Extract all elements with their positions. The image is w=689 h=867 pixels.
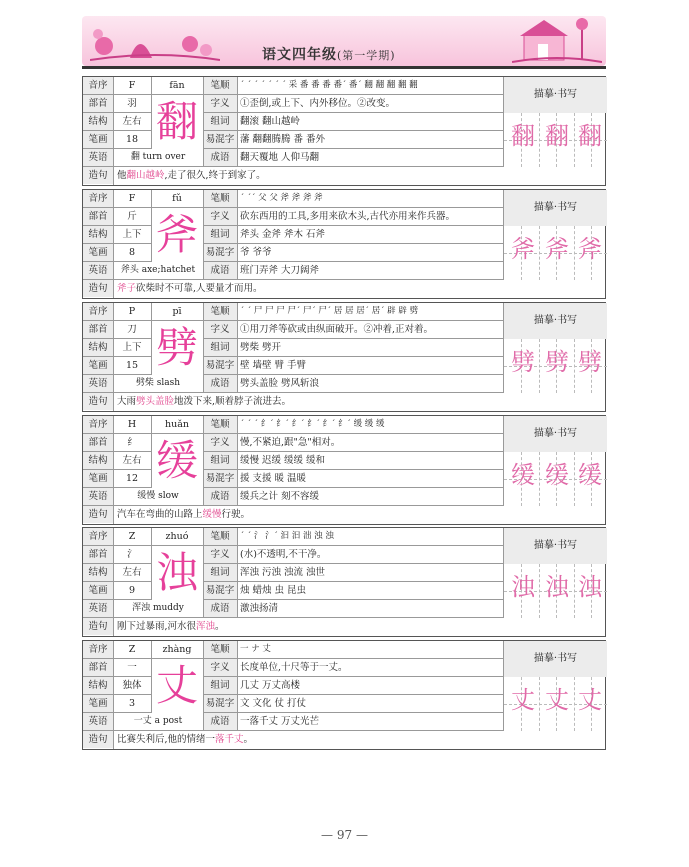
trace-heading: 描摹·书写: [503, 416, 607, 452]
sentence-part: 。: [215, 621, 225, 632]
example-sentence: [117, 167, 597, 184]
label-yicuozi: 易混字: [203, 131, 237, 148]
label-bishun: 笔顺: [203, 303, 237, 320]
cell-divider: [203, 77, 204, 167]
label-bishun: 笔顺: [203, 77, 237, 94]
label-zuci: 组词: [203, 226, 237, 243]
ziyi-value: ①用刀斧等砍或由纵面破开。②冲着,正对着。: [240, 324, 434, 335]
label-jiegou: 结构: [83, 226, 113, 243]
bishun-value: ˊ ˊ 氵 氵ˊ 汩 汩 泏 浊 浊: [240, 531, 334, 541]
label-bihua: 笔画: [83, 131, 113, 148]
yingyu-value: 翻 turn over: [130, 152, 186, 162]
bihua-value: 3: [128, 698, 136, 709]
zuci-value: 斧头 金斧 斧木 石斧: [240, 229, 326, 240]
label-bushou: 部首: [83, 434, 113, 451]
yicuozi-value: 爷 爷爷: [240, 247, 272, 258]
trace-character[interactable]: 浊: [511, 573, 535, 601]
label-yinxu: 音序: [83, 303, 113, 320]
character-card: [82, 189, 606, 299]
sentence-part: 行驶。: [221, 509, 251, 520]
label-yingyu: 英语: [83, 375, 113, 392]
label-yinxu: 音序: [83, 77, 113, 94]
cell-divider: [203, 303, 204, 393]
cell-divider: [151, 303, 152, 321]
cell-divider: [237, 190, 238, 280]
trace-writing-area: [503, 113, 607, 167]
zuci-value: 劈柴 劈开: [240, 342, 282, 353]
pinyin-value: zhàng: [162, 644, 192, 655]
label-chengyu: 成语: [203, 149, 237, 166]
cell-divider: [151, 190, 152, 208]
label-jiegou: 结构: [83, 564, 113, 581]
zuci-value: 浑浊 污浊 浊流 浊世: [240, 567, 326, 578]
label-bihua: 笔画: [83, 244, 113, 261]
bishun-value: ˊ ˊ ˊ ˊ ˊ ˊ ˊ 采 番 番 番 番ˊ 番ˊ 翻 翻 翻 翻 翻: [240, 80, 418, 90]
cell-divider: [151, 208, 152, 262]
yinxu-value: F: [128, 80, 136, 91]
label-yingyu: 英语: [83, 713, 113, 730]
cell-divider: [237, 77, 238, 167]
bushou-value: 纟: [127, 437, 137, 448]
label-yingyu: 英语: [83, 488, 113, 505]
trace-heading: 描摹·书写: [503, 528, 607, 564]
label-yicuozi: 易混字: [203, 470, 237, 487]
sentence-part: 砍柴时不可靠,人要量才而用。: [136, 283, 263, 294]
label-chengyu: 成语: [203, 375, 237, 392]
trace-character[interactable]: 斧: [578, 235, 602, 263]
trace-character[interactable]: 斧: [545, 235, 569, 263]
cell-divider: [151, 321, 152, 375]
cell-divider: [237, 641, 238, 731]
trace-writing-area: [503, 677, 607, 731]
label-zuci: 组词: [203, 452, 237, 469]
chengyu-value: 劈头盖脸 劈风斩浪: [240, 378, 320, 389]
label-yingyu: 英语: [83, 600, 113, 617]
trace-character[interactable]: 劈: [545, 348, 569, 376]
sentence-highlight: 翻山越岭: [126, 170, 165, 181]
label-bihua: 笔画: [83, 357, 113, 374]
trace-character[interactable]: 翻: [545, 122, 569, 150]
label-yingyu: 英语: [83, 149, 113, 166]
label-zaoju: 造句: [83, 280, 113, 297]
label-zaoju: 造句: [83, 506, 113, 523]
cell-divider: [113, 77, 114, 167]
jiegou-value: 左右: [122, 455, 142, 466]
cell-divider: [151, 95, 152, 149]
pinyin-value: pī: [172, 306, 182, 317]
main-character: 斧: [151, 208, 203, 262]
label-zaoju: 造句: [83, 618, 113, 635]
label-chengyu: 成语: [203, 488, 237, 505]
trace-character[interactable]: 丈: [511, 686, 535, 714]
bishun-value: ˊ ˊ ˊ 纟ˊ 纟ˊ 纟ˊ 纟ˊ 纟ˊ 纟ˊ 缓 缓 缓: [240, 419, 385, 429]
chengyu-value: 翻天覆地 人仰马翻: [240, 152, 320, 163]
cell-divider: [151, 77, 152, 95]
label-bushou: 部首: [83, 659, 113, 676]
yinxu-value: F: [128, 193, 136, 204]
pinyin-value: fǔ: [172, 193, 182, 204]
character-card: [82, 527, 606, 637]
trace-character[interactable]: 浊: [545, 573, 569, 601]
bihua-value: 9: [128, 585, 136, 596]
sentence-part: 地泼下来,顺着脖子流进去。: [174, 396, 292, 407]
page-title: [262, 44, 396, 64]
cell-divider: [203, 528, 204, 618]
character-card: [82, 415, 606, 525]
sentence-highlight: 浑浊: [196, 621, 216, 632]
cell-divider: [113, 303, 114, 393]
yicuozi-value: 文 文化 仗 打仗: [240, 698, 307, 709]
pinyin-value: huǎn: [164, 419, 190, 430]
label-zuci: 组词: [203, 677, 237, 694]
label-yicuozi: 易混字: [203, 695, 237, 712]
example-sentence: [117, 393, 597, 410]
ziyi-value: (水)不透明,不干净。: [240, 549, 327, 560]
pinyin-value: fān: [169, 80, 185, 91]
bihua-value: 15: [125, 360, 139, 371]
bushou-value: 羽: [127, 98, 137, 109]
header-divider: [82, 66, 606, 69]
character-card: [82, 302, 606, 412]
example-sentence: [117, 618, 597, 635]
cell-divider: [113, 731, 114, 749]
cell-divider: [113, 641, 114, 731]
label-zaoju: 造句: [83, 393, 113, 410]
jiegou-value: 独体: [122, 680, 142, 691]
ziyi-value: ①歪倒,或上下、内外移位。②改变。: [240, 98, 396, 109]
label-ziyi: 字义: [203, 95, 237, 112]
bushou-value: 氵: [127, 549, 137, 560]
trace-character[interactable]: 丈: [545, 686, 569, 714]
chengyu-value: 一落千丈 万丈光芒: [240, 716, 320, 727]
label-bihua: 笔画: [83, 470, 113, 487]
label-ziyi: 字义: [203, 434, 237, 451]
main-character: 浊: [151, 546, 203, 600]
bihua-value: 18: [125, 134, 139, 145]
cell-divider: [113, 416, 114, 506]
label-chengyu: 成语: [203, 713, 237, 730]
title-subtitle: (第一学期): [337, 49, 396, 62]
label-bishun: 笔顺: [203, 641, 237, 658]
trace-writing-area: [503, 452, 607, 506]
sentence-part: 比赛失利后,他的情绪一: [117, 734, 216, 745]
yinxu-value: H: [127, 419, 137, 430]
example-sentence: [117, 280, 597, 297]
cell-divider: [203, 641, 204, 731]
label-jiegou: 结构: [83, 339, 113, 356]
label-ziyi: 字义: [203, 208, 237, 225]
chengyu-value: 班门弄斧 大刀阔斧: [240, 265, 320, 276]
yicuozi-value: 烛 蜡烛 虫 昆虫: [240, 585, 307, 596]
trace-heading: 描摹·书写: [503, 77, 607, 113]
trace-heading: 描摹·书写: [503, 641, 607, 677]
cell-divider: [113, 167, 114, 185]
label-jiegou: 结构: [83, 677, 113, 694]
label-jiegou: 结构: [83, 113, 113, 130]
label-bishun: 笔顺: [203, 528, 237, 545]
main-character: 丈: [151, 659, 203, 713]
label-yinxu: 音序: [83, 641, 113, 658]
label-yinxu: 音序: [83, 190, 113, 207]
sentence-part: ,走了很久,终于到家了。: [164, 170, 266, 181]
cell-divider: [203, 190, 204, 280]
label-bihua: 笔画: [83, 695, 113, 712]
bihua-value: 12: [125, 473, 139, 484]
cell-divider: [151, 528, 152, 546]
yingyu-value: 浑浊 muddy: [132, 603, 184, 613]
trace-heading: 描摹·书写: [503, 190, 607, 226]
yicuozi-value: 藩 翻翻腾腾 番 番外: [240, 134, 326, 145]
zuci-value: 缓慢 迟缓 缓缓 缓和: [240, 455, 326, 466]
jiegou-value: 左右: [122, 116, 142, 127]
example-sentence: [117, 506, 597, 523]
jiegou-value: 左右: [122, 567, 142, 578]
yingyu-value: 劈柴 slash: [135, 378, 181, 388]
trace-character[interactable]: 翻: [578, 122, 602, 150]
label-bishun: 笔顺: [203, 190, 237, 207]
yinxu-value: Z: [128, 644, 136, 655]
sentence-part: 。: [243, 734, 254, 745]
label-bushou: 部首: [83, 95, 113, 112]
bishun-value: ˊ ˊ 尸 尸 尸 尸ˊ 尸ˊ 尸ˊ 居 居 居ˊ 居ˊ 辟 辟 劈: [240, 306, 419, 316]
example-sentence: [117, 731, 597, 748]
label-bihua: 笔画: [83, 582, 113, 599]
cell-divider: [113, 506, 114, 524]
ziyi-value: 慢,不紧迫,跟"急"相对。: [240, 437, 341, 448]
sentence-highlight: 缓慢: [202, 509, 222, 520]
yingyu-value: 缓慢 slow: [137, 491, 179, 501]
label-bishun: 笔顺: [203, 416, 237, 433]
label-zuci: 组词: [203, 113, 237, 130]
label-bushou: 部首: [83, 546, 113, 563]
label-zuci: 组词: [203, 339, 237, 356]
trace-character[interactable]: 斧: [511, 235, 535, 263]
house-decoration-icon: [512, 16, 602, 64]
label-yinxu: 音序: [83, 528, 113, 545]
ziyi-value: 长度单位,十尺等于一丈。: [240, 662, 348, 673]
chengyu-value: 激浊扬清: [240, 603, 279, 614]
label-yicuozi: 易混字: [203, 357, 237, 374]
title-text: 语文四年级: [262, 47, 337, 63]
zuci-value: 翻滚 翻山越岭: [240, 116, 301, 127]
sentence-part: 汽车在弯曲的山路上: [117, 509, 203, 520]
jiegou-value: 上下: [122, 229, 142, 240]
sentence-part: 刚下过暴雨,河水很: [117, 621, 197, 632]
cell-divider: [151, 546, 152, 600]
zuci-value: 几丈 万丈高楼: [240, 680, 301, 691]
yicuozi-value: 援 支援 暖 温暖: [240, 473, 307, 484]
bishun-value: ˊ ˊˊ 父 父 斧 斧 斧 斧: [240, 193, 323, 203]
pinyin-value: zhuó: [165, 531, 189, 542]
label-yicuozi: 易混字: [203, 582, 237, 599]
trace-heading: 描摹·书写: [503, 303, 607, 339]
chengyu-value: 缓兵之计 刻不容缓: [240, 491, 320, 502]
cell-divider: [151, 659, 152, 713]
label-bushou: 部首: [83, 208, 113, 225]
yingyu-value: 斧头 axe;hatchet: [120, 265, 196, 275]
flower-decoration-icon: [90, 24, 220, 62]
label-yingyu: 英语: [83, 262, 113, 279]
label-ziyi: 字义: [203, 659, 237, 676]
bushou-value: 斤: [127, 211, 137, 222]
label-zaoju: 造句: [83, 167, 113, 184]
jiegou-value: 上下: [122, 342, 142, 353]
cell-divider: [113, 190, 114, 280]
trace-character[interactable]: 翻: [511, 122, 535, 150]
sentence-highlight: 劈头盖脸: [136, 396, 175, 407]
cell-divider: [113, 280, 114, 298]
trace-character[interactable]: 缓: [545, 461, 569, 489]
bushou-value: 一: [127, 662, 137, 673]
yinxu-value: P: [128, 306, 136, 317]
cell-divider: [203, 416, 204, 506]
trace-character[interactable]: 缓: [511, 461, 535, 489]
character-card: [82, 76, 606, 186]
yingyu-value: 一丈 a post: [133, 716, 183, 726]
page-number: — 97 —: [321, 828, 368, 842]
sentence-highlight: 斧子: [117, 283, 137, 294]
trace-character[interactable]: 劈: [511, 348, 535, 376]
cell-divider: [113, 393, 114, 411]
main-character: 缓: [151, 434, 203, 488]
cell-divider: [237, 303, 238, 393]
label-jiegou: 结构: [83, 452, 113, 469]
cell-divider: [151, 641, 152, 659]
trace-character[interactable]: 丈: [578, 686, 602, 714]
cell-divider: [151, 416, 152, 434]
trace-writing-area: [503, 226, 607, 280]
sentence-part: 大雨: [117, 396, 137, 407]
trace-character[interactable]: 缓: [578, 461, 602, 489]
label-ziyi: 字义: [203, 321, 237, 338]
cell-divider: [237, 528, 238, 618]
label-bushou: 部首: [83, 321, 113, 338]
label-yinxu: 音序: [83, 416, 113, 433]
label-chengyu: 成语: [203, 600, 237, 617]
main-character: 翻: [151, 95, 203, 149]
label-zuci: 组词: [203, 564, 237, 581]
bihua-value: 8: [128, 247, 136, 258]
label-zaoju: 造句: [83, 731, 113, 748]
trace-writing-area: [503, 564, 607, 618]
yinxu-value: Z: [128, 531, 136, 542]
trace-character[interactable]: 浊: [578, 573, 602, 601]
cell-divider: [113, 528, 114, 618]
sentence-part: 他: [117, 170, 127, 181]
cell-divider: [151, 434, 152, 488]
bushou-value: 刀: [127, 324, 137, 335]
bishun-value: 一 ナ 丈: [240, 644, 271, 654]
trace-character[interactable]: 劈: [578, 348, 602, 376]
cell-divider: [237, 416, 238, 506]
sentence-highlight: 落千丈: [215, 734, 244, 745]
trace-writing-area: [503, 339, 607, 393]
label-ziyi: 字义: [203, 546, 237, 563]
yicuozi-value: 壁 墙壁 臂 手臂: [240, 360, 307, 371]
label-yicuozi: 易混字: [203, 244, 237, 261]
cell-divider: [113, 618, 114, 636]
character-card: [82, 640, 606, 750]
label-chengyu: 成语: [203, 262, 237, 279]
main-character: 劈: [151, 321, 203, 375]
ziyi-value: 砍东西用的工具,多用来砍木头,古代亦用来作兵器。: [240, 211, 456, 222]
